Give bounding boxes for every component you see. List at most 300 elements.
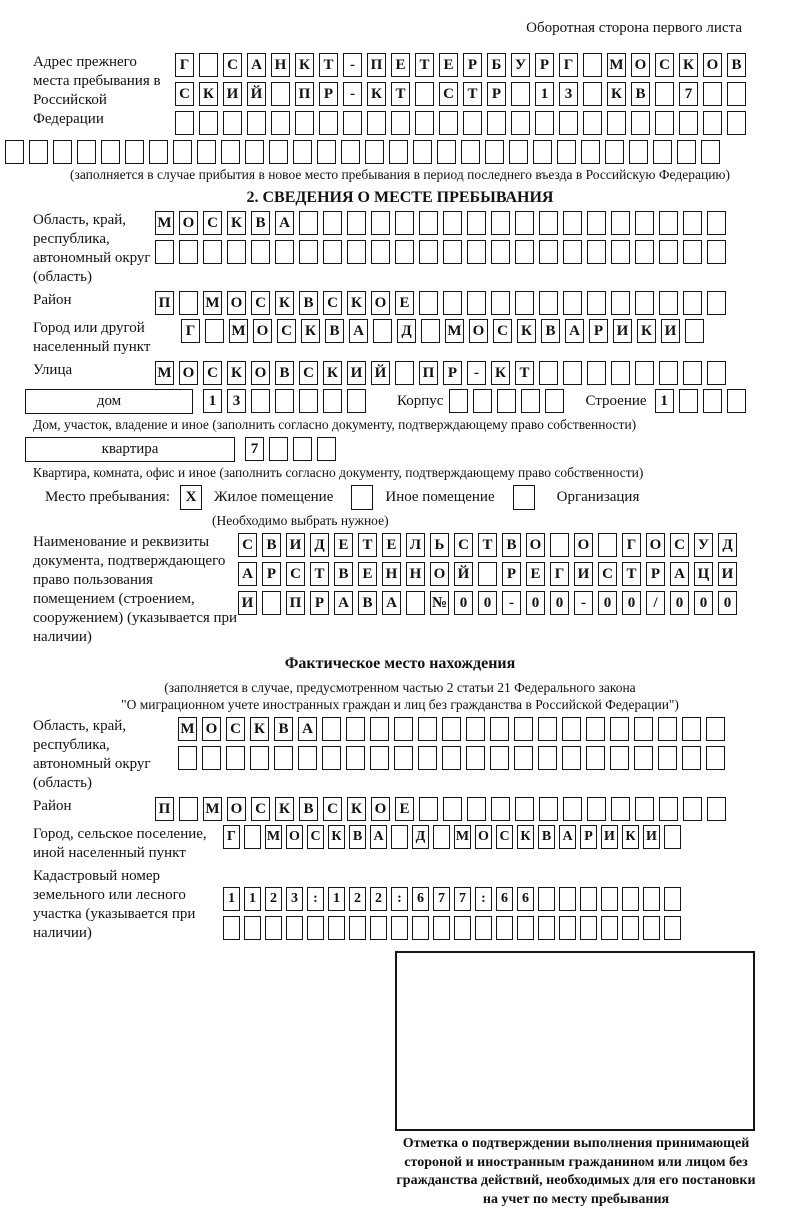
char-cell[interactable]: Р [487, 82, 506, 106]
char-cell[interactable]: Т [622, 562, 641, 586]
char-cell[interactable]: : [307, 887, 324, 911]
char-cell[interactable]: М [155, 211, 174, 235]
char-cell[interactable]: М [265, 825, 282, 849]
char-cell[interactable]: 0 [670, 591, 689, 615]
stroenie-cells[interactable] [655, 389, 751, 413]
char-cell[interactable]: 0 [526, 591, 545, 615]
char-cell[interactable]: Т [515, 361, 534, 385]
char-cell[interactable] [371, 240, 390, 264]
char-cell[interactable]: С [223, 53, 242, 77]
char-cell[interactable] [706, 717, 725, 741]
char-cell[interactable] [179, 797, 198, 821]
char-cell[interactable] [443, 797, 462, 821]
char-cell[interactable]: В [541, 319, 560, 343]
char-cell[interactable]: С [251, 291, 270, 315]
char-cell[interactable]: С [175, 82, 194, 106]
region-row-1[interactable] [155, 211, 731, 235]
char-cell[interactable]: - [502, 591, 521, 615]
char-cell[interactable]: В [334, 562, 353, 586]
char-cell[interactable] [461, 140, 480, 164]
char-cell[interactable]: В [325, 319, 344, 343]
char-cell[interactable]: 7 [245, 437, 264, 461]
char-cell[interactable]: К [275, 291, 294, 315]
prev-address-row-2[interactable] [175, 82, 751, 106]
char-cell[interactable] [533, 140, 552, 164]
char-cell[interactable]: М [454, 825, 471, 849]
char-cell[interactable]: 0 [622, 591, 641, 615]
char-cell[interactable] [634, 717, 653, 741]
char-cell[interactable] [727, 82, 746, 106]
char-cell[interactable]: О [179, 211, 198, 235]
char-cell[interactable] [580, 916, 597, 940]
char-cell[interactable] [202, 746, 221, 770]
char-cell[interactable] [559, 916, 576, 940]
char-cell[interactable]: Т [310, 562, 329, 586]
char-cell[interactable]: В [538, 825, 555, 849]
char-cell[interactable]: К [517, 319, 536, 343]
char-cell[interactable] [467, 797, 486, 821]
char-cell[interactable]: С [286, 562, 305, 586]
char-cell[interactable] [511, 111, 530, 135]
char-cell[interactable] [707, 291, 726, 315]
char-cell[interactable]: О [646, 533, 665, 557]
char-cell[interactable]: К [227, 361, 246, 385]
char-cell[interactable] [515, 211, 534, 235]
city-row[interactable] [181, 319, 709, 343]
char-cell[interactable] [346, 717, 365, 741]
char-cell[interactable]: М [155, 361, 174, 385]
char-cell[interactable]: С [454, 533, 473, 557]
char-cell[interactable] [347, 240, 366, 264]
char-cell[interactable]: О [202, 717, 221, 741]
char-cell[interactable]: В [251, 211, 270, 235]
char-cell[interactable] [635, 211, 654, 235]
char-cell[interactable]: К [607, 82, 626, 106]
char-cell[interactable] [535, 111, 554, 135]
char-cell[interactable]: В [349, 825, 366, 849]
char-cell[interactable] [406, 591, 425, 615]
char-cell[interactable]: - [467, 361, 486, 385]
char-cell[interactable]: П [295, 82, 314, 106]
char-cell[interactable]: К [295, 53, 314, 77]
char-cell[interactable] [265, 916, 282, 940]
char-cell[interactable]: Г [181, 319, 200, 343]
char-cell[interactable] [727, 111, 746, 135]
char-cell[interactable] [394, 746, 413, 770]
char-cell[interactable]: 0 [478, 591, 497, 615]
char-cell[interactable] [587, 240, 606, 264]
char-cell[interactable] [467, 291, 486, 315]
char-cell[interactable] [371, 211, 390, 235]
char-cell[interactable] [223, 111, 242, 135]
char-cell[interactable]: Е [439, 53, 458, 77]
char-cell[interactable] [199, 53, 218, 77]
char-cell[interactable] [317, 437, 336, 461]
char-cell[interactable] [419, 240, 438, 264]
char-cell[interactable]: : [475, 887, 492, 911]
char-cell[interactable]: В [631, 82, 650, 106]
char-cell[interactable]: И [601, 825, 618, 849]
char-cell[interactable] [707, 361, 726, 385]
char-cell[interactable]: С [203, 211, 222, 235]
actual-district-row[interactable] [155, 797, 731, 821]
char-cell[interactable] [559, 111, 578, 135]
char-cell[interactable] [322, 717, 341, 741]
char-cell[interactable]: Н [382, 562, 401, 586]
house-number-cells[interactable] [203, 389, 371, 413]
char-cell[interactable]: Н [271, 53, 290, 77]
char-cell[interactable] [415, 111, 434, 135]
char-cell[interactable] [601, 916, 618, 940]
char-cell[interactable] [346, 746, 365, 770]
char-cell[interactable] [53, 140, 72, 164]
char-cell[interactable] [391, 111, 410, 135]
char-cell[interactable]: 2 [370, 887, 387, 911]
char-cell[interactable] [539, 211, 558, 235]
char-cell[interactable]: А [334, 591, 353, 615]
char-cell[interactable] [683, 240, 702, 264]
char-cell[interactable]: Й [454, 562, 473, 586]
actual-city-row[interactable] [223, 825, 685, 849]
char-cell[interactable]: У [511, 53, 530, 77]
char-cell[interactable]: М [203, 291, 222, 315]
char-cell[interactable]: Н [406, 562, 425, 586]
char-cell[interactable]: 1 [223, 887, 240, 911]
char-cell[interactable] [347, 389, 366, 413]
char-cell[interactable]: С [203, 361, 222, 385]
document-row-3[interactable] [238, 591, 742, 615]
char-cell[interactable] [251, 240, 270, 264]
char-cell[interactable]: Е [395, 291, 414, 315]
char-cell[interactable] [683, 291, 702, 315]
char-cell[interactable] [299, 389, 318, 413]
char-cell[interactable] [491, 797, 510, 821]
char-cell[interactable] [442, 746, 461, 770]
char-cell[interactable]: О [703, 53, 722, 77]
char-cell[interactable]: П [367, 53, 386, 77]
char-cell[interactable]: О [469, 319, 488, 343]
char-cell[interactable] [271, 111, 290, 135]
char-cell[interactable]: У [694, 533, 713, 557]
char-cell[interactable]: С [496, 825, 513, 849]
char-cell[interactable]: В [299, 797, 318, 821]
char-cell[interactable]: 2 [349, 887, 366, 911]
char-cell[interactable] [611, 240, 630, 264]
char-cell[interactable] [319, 111, 338, 135]
char-cell[interactable] [419, 291, 438, 315]
char-cell[interactable]: К [347, 291, 366, 315]
char-cell[interactable] [175, 111, 194, 135]
char-cell[interactable] [307, 916, 324, 940]
char-cell[interactable]: Т [478, 533, 497, 557]
char-cell[interactable] [395, 211, 414, 235]
char-cell[interactable] [491, 240, 510, 264]
char-cell[interactable] [244, 825, 261, 849]
char-cell[interactable]: 6 [496, 887, 513, 911]
char-cell[interactable]: В [262, 533, 281, 557]
char-cell[interactable] [347, 211, 366, 235]
char-cell[interactable]: А [238, 562, 257, 586]
char-cell[interactable] [677, 140, 696, 164]
char-cell[interactable]: Е [382, 533, 401, 557]
char-cell[interactable]: К [328, 825, 345, 849]
char-cell[interactable] [559, 887, 576, 911]
char-cell[interactable]: С [655, 53, 674, 77]
char-cell[interactable] [343, 111, 362, 135]
char-cell[interactable] [491, 211, 510, 235]
char-cell[interactable] [655, 111, 674, 135]
char-cell[interactable] [475, 916, 492, 940]
char-cell[interactable] [421, 319, 440, 343]
char-cell[interactable]: Г [550, 562, 569, 586]
char-cell[interactable]: В [727, 53, 746, 77]
char-cell[interactable] [587, 211, 606, 235]
char-cell[interactable] [707, 240, 726, 264]
char-cell[interactable]: С [277, 319, 296, 343]
char-cell[interactable] [682, 746, 701, 770]
region-row-2[interactable] [155, 240, 731, 264]
char-cell[interactable]: Р [443, 361, 462, 385]
char-cell[interactable]: 1 [655, 389, 674, 413]
char-cell[interactable]: О [371, 291, 390, 315]
char-cell[interactable] [635, 361, 654, 385]
char-cell[interactable] [439, 111, 458, 135]
char-cell[interactable] [634, 746, 653, 770]
char-cell[interactable] [449, 389, 468, 413]
char-cell[interactable] [659, 211, 678, 235]
char-cell[interactable] [586, 746, 605, 770]
street-row[interactable] [155, 361, 731, 385]
char-cell[interactable]: В [274, 717, 293, 741]
char-cell[interactable] [563, 211, 582, 235]
char-cell[interactable] [199, 111, 218, 135]
char-cell[interactable]: 3 [286, 887, 303, 911]
char-cell[interactable]: К [491, 361, 510, 385]
char-cell[interactable]: М [229, 319, 248, 343]
char-cell[interactable] [653, 140, 672, 164]
char-cell[interactable]: Б [487, 53, 506, 77]
char-cell[interactable]: О [227, 797, 246, 821]
char-cell[interactable] [515, 240, 534, 264]
char-cell[interactable] [539, 291, 558, 315]
char-cell[interactable] [658, 746, 677, 770]
char-cell[interactable]: Г [223, 825, 240, 849]
char-cell[interactable]: А [275, 211, 294, 235]
char-cell[interactable]: С [670, 533, 689, 557]
char-cell[interactable]: 1 [244, 887, 261, 911]
char-cell[interactable]: Р [463, 53, 482, 77]
char-cell[interactable]: С [323, 291, 342, 315]
char-cell[interactable]: - [343, 53, 362, 77]
char-cell[interactable] [262, 591, 281, 615]
char-cell[interactable]: Т [319, 53, 338, 77]
char-cell[interactable] [467, 211, 486, 235]
char-cell[interactable] [466, 746, 485, 770]
char-cell[interactable] [605, 140, 624, 164]
char-cell[interactable]: М [445, 319, 464, 343]
document-row-1[interactable] [238, 533, 742, 557]
char-cell[interactable] [497, 389, 516, 413]
char-cell[interactable]: В [358, 591, 377, 615]
char-cell[interactable]: Д [718, 533, 737, 557]
document-row-2[interactable] [238, 562, 742, 586]
char-cell[interactable]: И [347, 361, 366, 385]
char-cell[interactable] [563, 361, 582, 385]
char-cell[interactable] [77, 140, 96, 164]
char-cell[interactable] [587, 291, 606, 315]
char-cell[interactable]: П [419, 361, 438, 385]
char-cell[interactable]: К [227, 211, 246, 235]
char-cell[interactable] [685, 319, 704, 343]
char-cell[interactable] [179, 291, 198, 315]
char-cell[interactable] [179, 240, 198, 264]
char-cell[interactable] [557, 140, 576, 164]
char-cell[interactable]: К [679, 53, 698, 77]
char-cell[interactable]: К [301, 319, 320, 343]
char-cell[interactable]: С [323, 797, 342, 821]
char-cell[interactable] [587, 797, 606, 821]
char-cell[interactable]: А [670, 562, 689, 586]
char-cell[interactable] [478, 562, 497, 586]
char-cell[interactable] [245, 140, 264, 164]
char-cell[interactable] [373, 319, 392, 343]
char-cell[interactable]: Е [334, 533, 353, 557]
char-cell[interactable] [437, 140, 456, 164]
char-cell[interactable] [367, 111, 386, 135]
char-cell[interactable] [610, 717, 629, 741]
char-cell[interactable]: М [203, 797, 222, 821]
char-cell[interactable] [298, 746, 317, 770]
char-cell[interactable] [391, 916, 408, 940]
char-cell[interactable]: Т [391, 82, 410, 106]
char-cell[interactable] [395, 240, 414, 264]
char-cell[interactable]: К [323, 361, 342, 385]
char-cell[interactable]: Й [247, 82, 266, 106]
char-cell[interactable]: Р [646, 562, 665, 586]
char-cell[interactable] [197, 140, 216, 164]
char-cell[interactable]: О [631, 53, 650, 77]
char-cell[interactable]: 1 [203, 389, 222, 413]
char-cell[interactable]: 3 [227, 389, 246, 413]
char-cell[interactable]: С [439, 82, 458, 106]
char-cell[interactable] [563, 291, 582, 315]
char-cell[interactable] [622, 887, 639, 911]
char-cell[interactable]: Л [406, 533, 425, 557]
char-cell[interactable] [587, 361, 606, 385]
char-cell[interactable]: В [275, 361, 294, 385]
char-cell[interactable] [244, 916, 261, 940]
char-cell[interactable] [706, 746, 725, 770]
char-cell[interactable] [515, 291, 534, 315]
char-cell[interactable]: С [251, 797, 270, 821]
char-cell[interactable] [629, 140, 648, 164]
char-cell[interactable] [295, 111, 314, 135]
char-cell[interactable] [545, 389, 564, 413]
char-cell[interactable] [269, 140, 288, 164]
char-cell[interactable]: О [286, 825, 303, 849]
char-cell[interactable]: Р [319, 82, 338, 106]
char-cell[interactable] [395, 361, 414, 385]
char-cell[interactable] [563, 240, 582, 264]
char-cell[interactable] [538, 746, 557, 770]
char-cell[interactable]: А [298, 717, 317, 741]
char-cell[interactable]: А [370, 825, 387, 849]
char-cell[interactable] [433, 916, 450, 940]
char-cell[interactable] [442, 717, 461, 741]
char-cell[interactable] [538, 916, 555, 940]
char-cell[interactable] [341, 140, 360, 164]
char-cell[interactable] [323, 389, 342, 413]
char-cell[interactable] [203, 240, 222, 264]
char-cell[interactable]: С [493, 319, 512, 343]
char-cell[interactable] [496, 916, 513, 940]
char-cell[interactable] [563, 797, 582, 821]
char-cell[interactable] [491, 291, 510, 315]
char-cell[interactable] [539, 240, 558, 264]
char-cell[interactable] [514, 746, 533, 770]
char-cell[interactable]: К [199, 82, 218, 106]
char-cell[interactable]: В [502, 533, 521, 557]
char-cell[interactable] [149, 140, 168, 164]
other-premises-checkbox[interactable] [351, 485, 373, 510]
char-cell[interactable]: О [526, 533, 545, 557]
char-cell[interactable] [682, 717, 701, 741]
char-cell[interactable] [643, 887, 660, 911]
char-cell[interactable] [581, 140, 600, 164]
char-cell[interactable] [539, 797, 558, 821]
char-cell[interactable] [269, 437, 288, 461]
char-cell[interactable] [391, 825, 408, 849]
char-cell[interactable] [389, 140, 408, 164]
district-row[interactable] [155, 291, 731, 315]
char-cell[interactable] [275, 389, 294, 413]
char-cell[interactable] [173, 140, 192, 164]
char-cell[interactable] [413, 140, 432, 164]
char-cell[interactable]: С [226, 717, 245, 741]
char-cell[interactable]: Е [391, 53, 410, 77]
char-cell[interactable] [635, 291, 654, 315]
char-cell[interactable]: С [598, 562, 617, 586]
char-cell[interactable] [659, 240, 678, 264]
char-cell[interactable]: Д [412, 825, 429, 849]
char-cell[interactable] [415, 82, 434, 106]
char-cell[interactable]: К [622, 825, 639, 849]
char-cell[interactable]: 2 [265, 887, 282, 911]
char-cell[interactable] [473, 389, 492, 413]
char-cell[interactable]: С [299, 361, 318, 385]
char-cell[interactable] [317, 140, 336, 164]
char-cell[interactable]: О [253, 319, 272, 343]
char-cell[interactable] [370, 717, 389, 741]
char-cell[interactable] [323, 240, 342, 264]
char-cell[interactable] [485, 140, 504, 164]
char-cell[interactable]: 7 [454, 887, 471, 911]
char-cell[interactable] [205, 319, 224, 343]
char-cell[interactable] [365, 140, 384, 164]
char-cell[interactable] [562, 717, 581, 741]
char-cell[interactable]: 0 [718, 591, 737, 615]
char-cell[interactable]: К [347, 797, 366, 821]
char-cell[interactable]: Д [310, 533, 329, 557]
char-cell[interactable]: 1 [535, 82, 554, 106]
char-cell[interactable] [635, 240, 654, 264]
char-cell[interactable]: Т [463, 82, 482, 106]
organization-checkbox[interactable] [513, 485, 535, 510]
char-cell[interactable] [487, 111, 506, 135]
cadastral-row-2[interactable] [223, 916, 685, 940]
char-cell[interactable] [707, 211, 726, 235]
char-cell[interactable]: Г [175, 53, 194, 77]
